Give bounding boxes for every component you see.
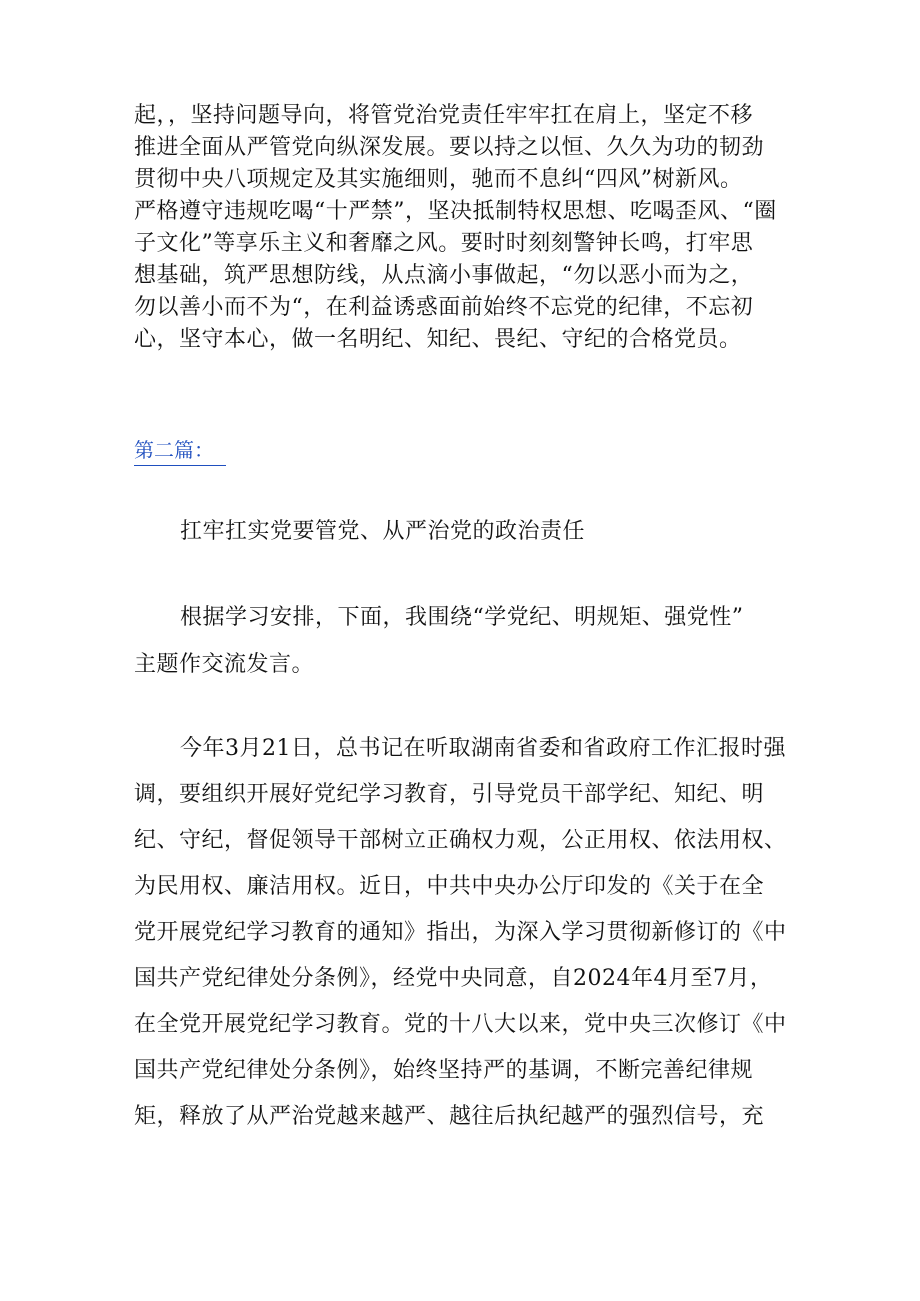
paragraph-1-line-2: 推进全面从严管党向纵深发展。要以持之以恒、久久为功的韧劲 (134, 135, 765, 160)
paragraph-3-line-7: 在全党开展党纪学习教育。党的十八大以来，党中央三次修订《中 (134, 1012, 787, 1037)
paragraph-3-line-6: 国共产党纪律处分条例》，经党中央同意，自2024年4月至7月， (134, 966, 773, 991)
paragraph-3-line-9: 矩，释放了从严治党越来越严、越往后执纪越严的强烈信号，充 (134, 1104, 765, 1129)
paragraph-1-line-8: 心，坚守本心，做一名明纪、知纪、畏纪、守纪的合格党员。 (134, 327, 742, 352)
section-link-second-article[interactable]: 第二篇： (134, 435, 226, 466)
paragraph-2-line-1: 根据学习安排，下面，我围绕“学党纪、明规矩、强党性” (180, 605, 744, 630)
paragraph-1-line-4: 严格遵守违规吃喝“十严禁”，坚决抵制特权思想、吃喝歪风、“圈 (134, 199, 777, 224)
paragraph-1-line-1: 起，，坚持问题导向，将管党治党责任牢牢扛在肩上，坚定不移 (134, 103, 754, 128)
paragraph-3-line-3: 纪、守纪，督促领导干部树立正确权力观，公正用权、依法用权、 (134, 828, 787, 853)
paragraph-2-line-2: 主题作交流发言。 (134, 652, 315, 677)
paragraph-3-line-1: 今年3月21日，总书记在听取湖南省委和省政府工作汇报时强 (180, 736, 786, 761)
paragraph-1-line-3: 贯彻中央八项规定及其实施细则，驰而不息纠“四风”树新风。 (134, 167, 743, 192)
paragraph-3-line-5: 党开展党纪学习教育的通知》指出，为深入学习贯彻新修订的《中 (134, 920, 787, 945)
article-title: 扛牢扛实党要管党、从严治党的政治责任 (180, 519, 586, 544)
paragraph-1-line-7: 勿以善小而不为“，在利益诱惑面前始终不忘党的纪律，不忘初 (134, 295, 754, 320)
paragraph-1-line-5: 子文化”等享乐主义和奢靡之风。要时时刻刻警钟长鸣，打牢思 (134, 231, 754, 256)
paragraph-3-line-8: 国共产党纪律处分条例》，始终坚持严的基调，不断完善纪律规 (134, 1058, 754, 1083)
paragraph-3-line-2: 调，要组织开展好党纪学习教育，引导党员干部学纪、知纪、明 (134, 782, 765, 807)
paragraph-1-line-6: 想基础，筑严思想防线，从点滴小事做起，“勿以恶小而为之， (134, 263, 754, 288)
paragraph-3-line-4: 为民用权、廉洁用权。近日，中共中央办公厅印发的《关于在全 (134, 874, 765, 899)
